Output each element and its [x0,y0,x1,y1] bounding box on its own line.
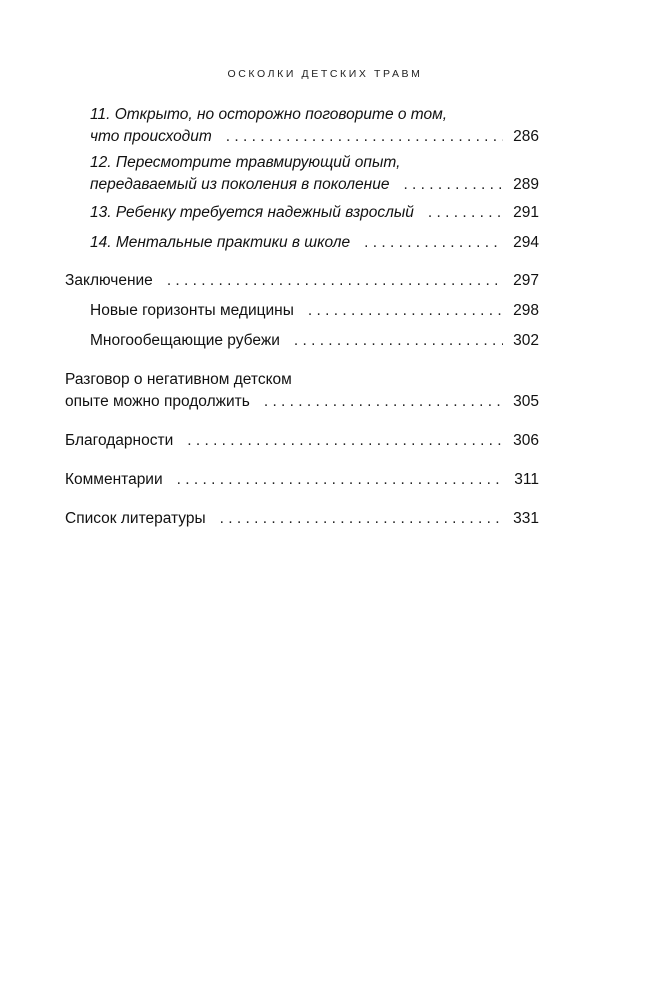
table-of-contents [65,104,539,530]
toc-entry-12 [90,152,539,196]
page-number: 297 [513,272,539,289]
toc-entry-14 [90,232,539,254]
toc-entry-promising-frontiers [90,330,539,352]
running-head: ОСКОЛКИ ДЕТСКИХ ТРАВМ [227,68,423,80]
toc-entry-conclusion [65,270,539,292]
page-number: 291 [513,204,539,221]
toc-entry-title-line2: что происходит [90,128,212,145]
toc-entry-title: 14. Ментальные практики в школе [90,234,351,251]
toc-entry-title: Комментарии [65,471,163,488]
page-number: 311 [514,471,539,488]
dot-leader [264,391,503,413]
toc-entry-title-line1: 11. Открыто, но осторожно поговорите о том, [90,106,448,123]
dot-leader [308,300,503,322]
toc-entry-bibliography [65,508,539,530]
page-number: 331 [513,510,539,527]
page-number: 302 [513,332,539,349]
toc-entry-title-line1: 12. Пересмотрите травмирующий опыт, [90,154,401,171]
dot-leader [294,330,503,352]
toc-entry-title-line2: передаваемый из поколения в поколение [90,176,390,193]
dot-leader [226,126,503,148]
toc-entry-new-horizons [90,300,539,322]
toc-entry-title: Заключение [65,272,153,289]
page-number: 306 [513,432,539,449]
dot-leader [428,202,503,224]
page-number: 289 [513,176,539,193]
page-number: 298 [513,302,539,319]
toc-entry-title: Список литературы [65,510,206,527]
toc-entry-title: 13. Ребенку требуется надежный взрослый [90,204,414,221]
toc-entry-title-line1: Разговор о негативном детском [65,371,292,388]
dot-leader [187,430,503,452]
toc-entry-title: Многообещающие рубежи [90,332,280,349]
page-number: 286 [513,128,539,145]
dot-leader [220,508,503,530]
dot-leader [364,232,503,254]
page-number: 294 [513,234,539,251]
dot-leader [167,270,503,292]
toc-entry-11 [90,104,539,148]
toc-entry-acknowledgments [65,430,539,452]
page-number: 305 [513,393,539,410]
toc-entry-title: Новые горизонты медицины [90,302,294,319]
toc-entry-title-line2: опыте можно продолжить [65,393,250,410]
dot-leader [177,469,503,491]
toc-entry-title: Благодарности [65,432,174,449]
dot-leader [403,174,503,196]
toc-entry-13 [90,202,539,224]
toc-entry-comments [65,469,539,491]
toc-entry-conversation [65,369,539,413]
